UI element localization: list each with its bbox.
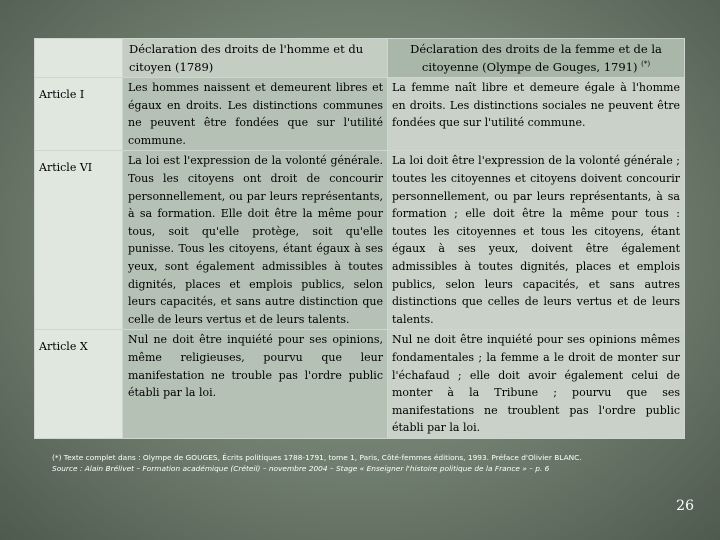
header-empty-cell [35, 39, 123, 78]
article-femme-text: La femme naît libre et demeure égale à l'homme en droits. Les distinctions sociales ne peuvent être fondées que sur l'utilité commune. [388, 78, 685, 151]
footnote [52, 452, 672, 474]
header-homme [123, 39, 388, 78]
page-number: 26 [676, 498, 694, 514]
table-row [35, 151, 685, 330]
row-label: Article X [35, 330, 123, 439]
article-homme-text: La loi est l'expression de la volonté générale. Tous les citoyens ont droit de concourir personnellement, ou par leurs représentants, à sa formation. Elle doit être la même pour tous, soit qu'elle protège, soit qu'elle punisse. Tous les citoyens, étant égaux à ses yeux, sont également admissibles à toutes dignités, places et emplois publics, selon leurs capacités, et sans autre distinction que celle de leurs vertus et de leurs talents. [123, 151, 388, 330]
footnote-complete-text: (*) Texte complet dans : Olympe de GOUGES, Écrits politiques 1788-1791, tome 1, Paris, Côté-femmes éditions, 1993. Préface d'Olivier BLANC. [52, 453, 582, 462]
header-footnote-marker: (*) [641, 60, 651, 69]
article-femme-text: La loi doit être l'expression de la volonté générale ; toutes les citoyennes et citoyens doivent concourir personnellement, ou par leurs représentants, à sa formation ; elle doit être la même pour tous : toutes les citoyennes et tous les citoyens, étant égaux à ses yeux, doivent être également admissibles à toutes dignités, places et emplois publics, selon leurs capacités, et sans autres distinctions que celles de leurs vertus et de leurs talents. [388, 151, 685, 330]
article-homme-text: Nul ne doit être inquiété pour ses opinions, même religieuses, pourvu que leur manifestation ne trouble pas l'ordre public établi par la loi. [123, 330, 388, 439]
row-label: Article VI [35, 151, 123, 330]
header-homme-text: Déclaration des droits de l'homme et du citoyen (1789) [129, 42, 364, 74]
table-header-row [35, 39, 685, 78]
footnote-source: Source : Alain Brélivet – Formation académique (Créteil) – novembre 2004 – Stage « Enseigner l'histoire politique de la France » – p. 6 [52, 464, 550, 473]
table-row [35, 78, 685, 151]
article-femme-text: Nul ne doit être inquiété pour ses opinions mêmes fondamentales ; la femme a le droit de monter sur l'échafaud ; elle doit avoir également celui de monter à la Tribune ; pourvu que ses manifestations ne troublent pas l'ordre public établi par la loi. [388, 330, 685, 439]
article-homme-text: Les hommes naissent et demeurent libres et égaux en droits. Les distinctions communes ne peuvent être fondées que sur l'utilité commune. [123, 78, 388, 151]
declarations-comparison-table [34, 38, 685, 439]
header-femme [388, 39, 685, 78]
row-label: Article I [35, 78, 123, 151]
table-row [35, 330, 685, 439]
header-femme-text: Déclaration des droits de la femme et de la citoyenne (Olympe de Gouges, 1791) [410, 42, 662, 74]
